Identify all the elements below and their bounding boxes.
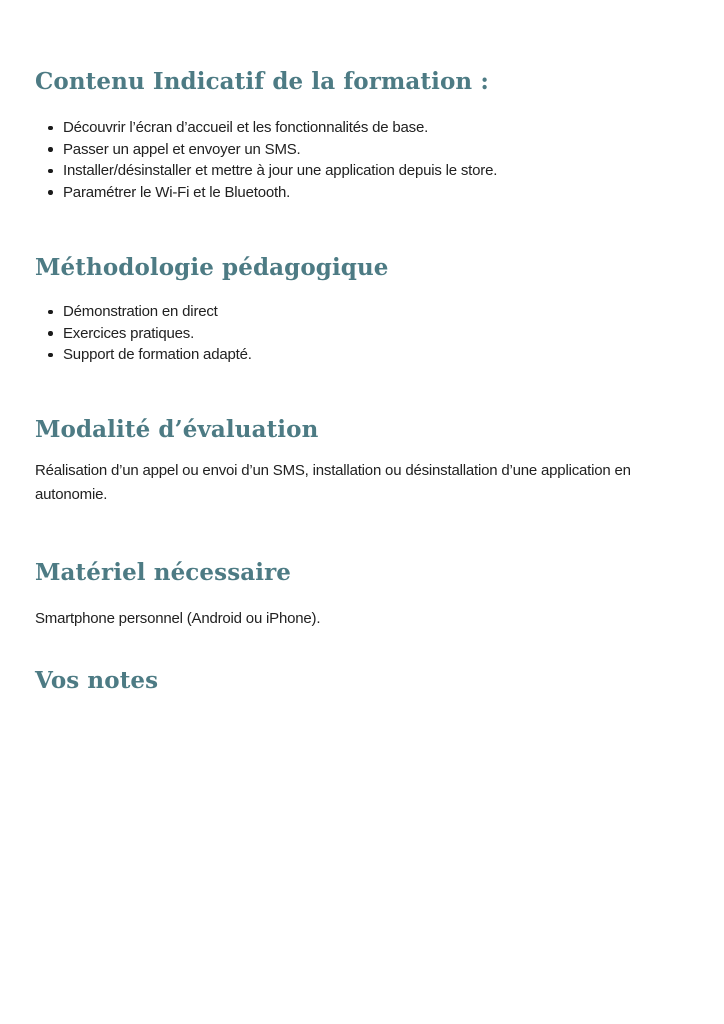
list-item: Support de formation adapté. [63,344,689,366]
list-item: Installer/désinstaller et mettre à jour une application depuis le store. [63,160,689,182]
methodologie-bullet-list [35,301,689,366]
section-heading-contenu-indicatif: Contenu Indicatif de la formation : [35,68,489,95]
list-item: Démonstration en direct [63,301,689,323]
list-item: Découvrir l’écran d’accueil et les fonctionnalités de base. [63,117,689,139]
section-heading-materiel-necessaire: Matériel nécessaire [35,558,292,586]
materiel-paragraph: Smartphone personnel (Android ou iPhone). [35,609,321,627]
list-item: Paramétrer le Wi-Fi et le Bluetooth. [63,182,689,204]
list-item: Exercices pratiques. [63,323,689,345]
section-heading-vos-notes: Vos notes [35,666,159,694]
section-heading-modalite-evaluation: Modalité d’évaluation [35,415,319,443]
document-content [0,66,724,997]
section-heading-methodologie: Méthodologie pédagogique [35,254,389,281]
contenu-bullet-list [35,117,689,203]
modalite-paragraph: Réalisation d’un appel ou envoi d’un SMS, installation ou désinstallation d’une application en autonomie. [35,461,631,503]
notes-empty-area [35,697,689,997]
list-item: Passer un appel et envoyer un SMS. [63,139,689,161]
